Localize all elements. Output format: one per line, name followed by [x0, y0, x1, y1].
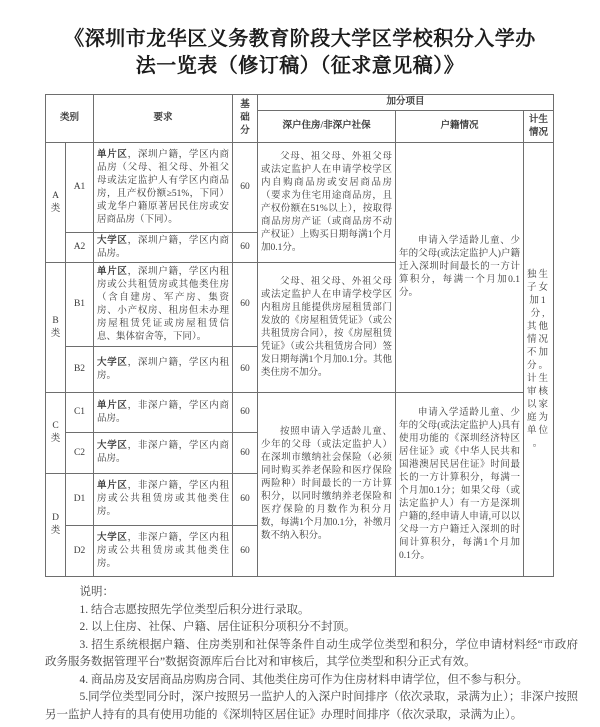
header-bonus-items: 加分项目 — [258, 95, 554, 111]
requirement-emphasis-c1: 单片区 — [97, 400, 128, 411]
requirement-emphasis-d1: 单片区 — [97, 481, 128, 491]
table-header-row-1 — [46, 95, 554, 111]
header-category: 类别 — [46, 95, 94, 143]
base-score-cell-b2: 60 — [233, 347, 258, 393]
base-score-cell-c2: 60 — [233, 433, 258, 474]
points-table — [45, 94, 554, 577]
header-housing-social: 深户住房/非深户社保 — [258, 111, 396, 143]
requirement-emphasis-b1: 单片区 — [97, 266, 128, 277]
requirement-cell-b2 — [94, 347, 233, 393]
requirement-text-c2: ，非深户籍，学区内商品房。 — [97, 441, 229, 464]
base-score-cell-a1: 60 — [233, 143, 258, 233]
title-line-2: 法一览表（修订稿）（征求意见稿）》 — [135, 55, 465, 77]
base-score-cell-d2: 60 — [233, 526, 258, 577]
requirement-emphasis-c2: 大学区 — [97, 441, 128, 451]
requirement-emphasis-a2: 大学区 — [97, 235, 128, 246]
requirement-text-b2: ，深圳户籍，学区内租房。 — [97, 357, 229, 381]
requirement-emphasis-b2: 大学区 — [97, 357, 128, 368]
hukou-bonus-cell-ab: 申请入学适龄儿童、少年的父母(或法定监护人)户籍迁入深圳时间最长的一方计算积分，每满一个月加0.1分。 — [396, 143, 524, 393]
requirement-cell-c2 — [94, 433, 233, 474]
row-id-cell-b1: B1 — [66, 263, 94, 347]
group-cell-a: A类 — [46, 143, 66, 263]
base-score-cell-c1: 60 — [233, 393, 258, 433]
requirement-cell-a2 — [94, 233, 233, 263]
requirement-cell-b1 — [94, 263, 233, 347]
requirement-cell-d1 — [94, 474, 233, 526]
header-base-score: 基础分 — [233, 95, 258, 143]
social-insurance-bonus-cell-cd: 按照申请入学适龄儿童、少年的父母（或法定监护人）在深圳市缴纳社会保险（必须同时购买养老保险和医疗保险两险种）时间最长的一方计算积分，以同时缴纳养老保险和医疗保险的月数作为积分月数，每满1个月加0.1分，补缴月数不纳入积分。 — [258, 393, 396, 577]
requirement-text-a1: ，深圳户籍，学区内商品房（父母、祖父母、外祖父母或法定监护人有学区内商品房，且产权份额≥51%，下同）或龙华户籍原著居民住房或安居商品房（下同）。 — [97, 149, 230, 225]
table-row-a1 — [46, 143, 554, 233]
hukou-bonus-cell-cd: 申请入学适龄儿童、少年的父母(或法定监护人)具有使用功能的《深圳经济特区居住证》或《中华人民共和国港澳居民居住证》时间最长的一方计算积分，每满一个月加0.1分；如果父母（或法定监护人）有一方是深圳户籍的,经申请人申请,可以以父母一方户籍迁入深圳的时间计算积分，每满1个月加0.1分。 — [396, 393, 524, 577]
requirement-text-d2: ，非深户籍，学区内租房或公共租赁房或其他类住房。 — [97, 532, 230, 569]
requirement-emphasis-d2: 大学区 — [97, 532, 128, 543]
base-score-cell-d1: 60 — [233, 474, 258, 526]
requirement-text-a2: ，深圳户籍，学区内商品房。 — [97, 235, 229, 259]
group-cell-c: C类 — [46, 393, 66, 474]
requirement-cell-a1 — [94, 143, 233, 233]
requirement-cell-c1 — [94, 393, 233, 433]
housing-bonus-cell-b: 父母、祖父母、外祖父母或法定监护人在申请学校学区内租房且能提供房屋租赁部门发放的《房屋租赁凭证》（或公共租赁房合同），按《房屋租赁凭证》（或公共租赁房合同）签发日期每满1个月加0.1分。其他类住房不加分。 — [258, 263, 396, 393]
row-id-cell-d1: D1 — [66, 474, 94, 526]
document-title — [0, 26, 600, 80]
note-item-5: 5.同学位类型同分时，深户按照另一监护人的入深户时间排序（依次录取，录满为止）；非深户按照另一监护人持有的具有使用功能的《深圳特区居住证》办理时间排序（依次录取，录满为止）。 — [45, 691, 578, 721]
note-item-1: 1. 结合志愿按照先学位类型后积分进行录取。 — [79, 603, 310, 616]
requirement-text-c1: ，非深户籍，学区内商品房。 — [97, 400, 229, 424]
row-id-cell-a2: A2 — [66, 233, 94, 263]
base-score-cell-a2: 60 — [233, 233, 258, 263]
note-item-4: 4. 商品房及安居商品房购房合同、其他类住房可作为住房材料申请学位，但不参与积分。 — [79, 673, 528, 686]
base-score-cell-b1: 60 — [233, 263, 258, 347]
row-id-cell-d2: D2 — [66, 526, 94, 577]
note-item-2: 2. 以上住房、社保、户籍、居住证积分项积分不封顶。 — [79, 621, 356, 633]
row-id-cell-b2: B2 — [66, 347, 94, 393]
header-hukou-status: 户籍情况 — [396, 111, 524, 143]
requirement-cell-d2 — [94, 526, 233, 577]
notes-label: 说明： — [79, 586, 114, 598]
header-requirement: 要求 — [94, 95, 233, 143]
row-id-cell-a1: A1 — [66, 143, 94, 233]
row-id-cell-c1: C1 — [66, 393, 94, 433]
requirement-text-d1: ，非深户籍，学区内租房或公共租赁房或其他类住房。 — [97, 481, 230, 517]
group-cell-d: D类 — [46, 474, 66, 577]
requirement-text-b1: ，深圳户籍，学区内租房或公共租赁房或其他类住房（含自建房、军产房、集资房、小产权房、租房但未办理房屋租赁凭证或房屋租赁信息、集体宿舍等，下同）。 — [97, 266, 230, 342]
notes-section — [45, 584, 578, 724]
group-cell-b: B类 — [46, 263, 66, 393]
row-id-cell-c2: C2 — [66, 433, 94, 474]
table-row-c1 — [46, 393, 554, 433]
housing-bonus-cell-a: 父母、祖父母、外祖父母或法定监护人在申请学校学区内自购商品房或安居商品房（要求为住宅用途商品房，且产权份额在51%以上），按取得商品房房产证（或商品房不动产权证）上购买日期每满1个月加0.1分。 — [258, 143, 396, 263]
family-planning-cell: 独生子女加1分,其他情况不加分。计生审核以家庭为单位。 — [524, 143, 554, 577]
title-line-1: 《深圳市龙华区义务教育阶段大学区学校积分入学办 — [64, 28, 536, 50]
header-family-planning: 计生情况 — [524, 111, 554, 143]
note-item-3: 3. 招生系统根据户籍、住房类别和社保等条件自动生成学位类型和积分，学位申请材料经“市政府政务服务数据管理平台”数据资源库后台比对和审核后，其学位类型和积分正式有效。 — [45, 638, 578, 668]
requirement-emphasis-a1: 单片区 — [97, 149, 128, 160]
